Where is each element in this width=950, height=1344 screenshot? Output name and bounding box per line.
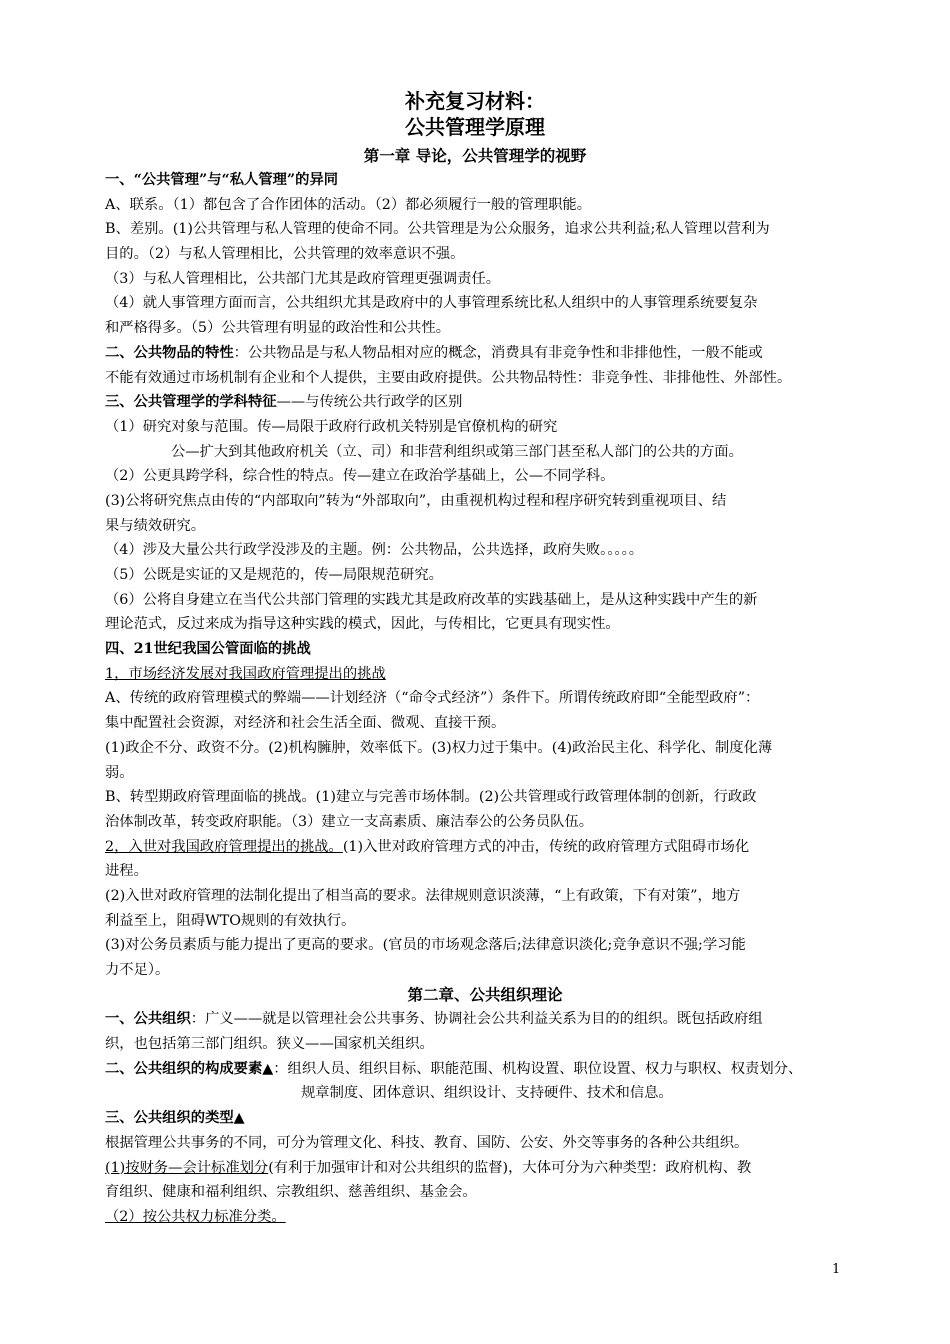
section-heading: 三、公共组织的类型▲ bbox=[105, 1110, 245, 1127]
section-heading: 二、公共物品的特性 bbox=[105, 344, 234, 361]
text-line bbox=[105, 1032, 865, 1057]
line-text: （3）与私人管理相比，公共部门尤其是政府管理更强调责任。 bbox=[105, 270, 501, 287]
line-text: (3)公将研究焦点由传的“内部取向”转为“外部取向”，由重视机构过程和程序研究转到重视项目、结 bbox=[105, 492, 727, 509]
text-line bbox=[105, 1007, 865, 1032]
text-line bbox=[105, 563, 865, 588]
text-line bbox=[105, 1180, 865, 1205]
text-line bbox=[105, 588, 865, 613]
line-text: （6）公将自身建立在当代公共部门管理的实践尤其是政府改革的实践基础上，是从这种实践中产生的新 bbox=[105, 591, 758, 608]
text-line bbox=[105, 736, 865, 761]
line-text: 理论范式，反过来成为指导这种实践的模式，因此，与传相比，它更具有现实性。 bbox=[105, 616, 620, 633]
text-line bbox=[105, 514, 865, 539]
line-text: A、传统的政府管理模式的弊端——计划经济（“命令式经济”）条件下。所谓传统政府即“全能型政府”： bbox=[105, 690, 760, 707]
section-heading: 四、21世纪我国公管面临的挑战 bbox=[105, 641, 311, 658]
text-line bbox=[105, 366, 865, 391]
text-line bbox=[105, 193, 865, 218]
text-line bbox=[105, 761, 865, 786]
text-line bbox=[105, 415, 865, 440]
text-line bbox=[105, 785, 865, 810]
text-line bbox=[105, 316, 865, 341]
line-text: 不能有效通过市场机制有企业和个人提供，主要由政府提供。公共物品特性：非竞争性、非排他性、外部性。 bbox=[105, 369, 792, 386]
line-text: ——与传统公共行政学的区别 bbox=[276, 394, 463, 411]
text-line bbox=[105, 291, 865, 316]
text-line bbox=[105, 1156, 865, 1181]
chapter-heading bbox=[105, 983, 865, 1008]
line-text: 利益至上，阻碍WTO规则的有效执行。 bbox=[105, 912, 356, 929]
text-line bbox=[105, 1106, 865, 1131]
text-line bbox=[105, 909, 865, 934]
text-line bbox=[105, 958, 865, 983]
line-text: ：广义——就是以管理社会公共事务、协调社会公共利益关系为目的的组织。既包括政府组 bbox=[190, 1011, 763, 1028]
text-line bbox=[105, 686, 865, 711]
chapter-1-title: 第一章 导论，公共管理学的视野 bbox=[363, 146, 587, 165]
section-heading: 二、公共组织的构成要素▲ bbox=[105, 1060, 274, 1077]
line-text: （4）就人事管理方面而言，公共组织尤其是政府中的人事管理系统比私人组织中的人事管理系统要复杂 bbox=[105, 295, 758, 312]
line-text: 规章制度、团体意识、组织设计、支持硬件、技术和信息。 bbox=[301, 1085, 673, 1102]
text-line bbox=[105, 662, 865, 687]
line-text: B、差别。(1)公共管理与私人管理的使命不同。公共管理是为公众服务，追求公共利益;私人管理以营利为 bbox=[105, 221, 770, 238]
underlined-subheading: （2）按公共权力标准分类。 bbox=[105, 1208, 286, 1225]
page-number: 1 bbox=[832, 1262, 841, 1277]
text-line bbox=[105, 637, 865, 662]
text-line bbox=[105, 933, 865, 958]
text-line bbox=[105, 489, 865, 514]
line-text: (有利于加强审计和对公共组织的监督)，大体可分为六种类型：政府机构、教 bbox=[268, 1159, 752, 1176]
document-title: 补充复习材料： bbox=[405, 89, 545, 113]
line-text: 和严格得多。（5）公共管理有明显的政治性和公共性。 bbox=[105, 320, 451, 337]
line-text: 集中配置社会资源，对经济和社会生活全面、微观、直接干预。 bbox=[105, 715, 506, 732]
text-line bbox=[105, 1131, 865, 1156]
line-text: 果与绩效研究。 bbox=[105, 517, 206, 534]
line-text: （5）公既是实证的又是规范的，传—局限规范研究。 bbox=[105, 567, 443, 583]
line-text: B、转型期政府管理面临的挑战。(1)建立与完善市场体制。(2)公共管理或行政管理体制的创新，行政政 bbox=[105, 789, 757, 806]
text-line bbox=[105, 859, 865, 884]
text-line bbox=[105, 217, 865, 242]
line-text: (1)政企不分、政资不分。(2)机构臃肿，效率低下。(3)权力过于集中。(4)政治民主化、科学化、制度化薄 bbox=[105, 739, 773, 756]
line-text: ：组织人员、组织目标、职能范围、机构设置、职位设置、权力与职权、权责划分、 bbox=[273, 1060, 803, 1077]
text-line bbox=[105, 242, 865, 267]
text-line bbox=[105, 810, 865, 835]
text-line bbox=[105, 267, 865, 292]
text-line bbox=[105, 341, 865, 366]
text-line bbox=[105, 440, 865, 465]
document-subtitle: 公共管理学原理 bbox=[405, 115, 545, 139]
line-text: 进程。 bbox=[105, 863, 148, 880]
line-text: 根据管理公共事务的不同，可分为管理文化、科技、教育、国防、公安、外交等事务的各种公共组织。 bbox=[105, 1134, 749, 1151]
section-heading: 一、“公共管理”与“私人管理”的异同 bbox=[105, 172, 339, 188]
text-line bbox=[105, 711, 865, 736]
document-body bbox=[105, 168, 865, 1230]
line-text: A、联系。（1）都包含了合作团体的活动。（2）都必须履行一般的管理职能。 bbox=[105, 196, 592, 213]
underlined-subheading: (1)按财务—会计标准划分 bbox=[105, 1159, 269, 1176]
line-text: （2）公更具跨学科，综合性的特点。传—建立在政治学基础上，公—不同学科。 bbox=[105, 468, 615, 485]
text-line bbox=[105, 538, 865, 563]
line-text: 公—扩大到其他政府机关（立、司）和非营利组织或第三部门甚至私人部门的公共的方面。 bbox=[171, 443, 743, 460]
text-line bbox=[105, 1057, 865, 1082]
text-line bbox=[105, 1205, 865, 1230]
line-text: 弱。 bbox=[105, 764, 134, 781]
line-text: 治体制改革，转变政府职能。（3）建立一支高素质、廉洁奉公的公务员队伍。 bbox=[105, 813, 594, 830]
text-line bbox=[105, 612, 865, 637]
line-text: 育组织、健康和福利组织、宗教组织、慈善组织、基金会。 bbox=[105, 1184, 477, 1201]
line-text: 力不足）。 bbox=[105, 962, 170, 978]
line-text: 织，也包括第三部门组织。狭义——国家机关组织。 bbox=[105, 1036, 434, 1053]
text-line bbox=[105, 835, 865, 860]
text-line bbox=[105, 1081, 865, 1106]
line-text: 目的。（2）与私人管理相比，公共管理的效率意识不强。 bbox=[105, 246, 465, 263]
text-line bbox=[105, 390, 865, 415]
text-line bbox=[105, 464, 865, 489]
line-text: （1）研究对象与范围。传—局限于政府行政机关特别是官僚机构的研究 bbox=[105, 418, 558, 435]
section-heading: 一、公共组织 bbox=[105, 1011, 191, 1028]
line-text: ：公共物品是与私人物品相对应的概念，消费具有非竞争性和非排他性，一般不能或 bbox=[233, 344, 763, 361]
line-text: （4）涉及大量公共行政学没涉及的主题。例：公共物品，公共选择，政府失败。。。。。 bbox=[105, 542, 644, 559]
section-heading: 三、公共管理学的学科特征 bbox=[105, 394, 277, 411]
line-text: (2)入世对政府管理的法制化提出了相当高的要求。法律规则意识淡薄，“上有政策，下有对策”，地方 bbox=[105, 887, 741, 904]
line-text: (3)对公务员素质与能力提出了更高的要求。(官员的市场观念落后;法律意识淡化;竞争意识不强;学习能 bbox=[105, 937, 746, 954]
text-line bbox=[105, 884, 865, 909]
chapter-heading-text: 第二章、公共组织理论 bbox=[407, 984, 563, 1004]
underlined-subheading: 2，入世对我国政府管理提出的挑战。 bbox=[105, 838, 343, 855]
line-text: (1)入世对政府管理方式的冲击，传统的政府管理方式阻碍市场化 bbox=[342, 838, 750, 855]
text-line bbox=[105, 168, 865, 193]
underlined-subheading: 1，市场经济发展对我国政府管理提出的挑战 bbox=[105, 665, 386, 682]
